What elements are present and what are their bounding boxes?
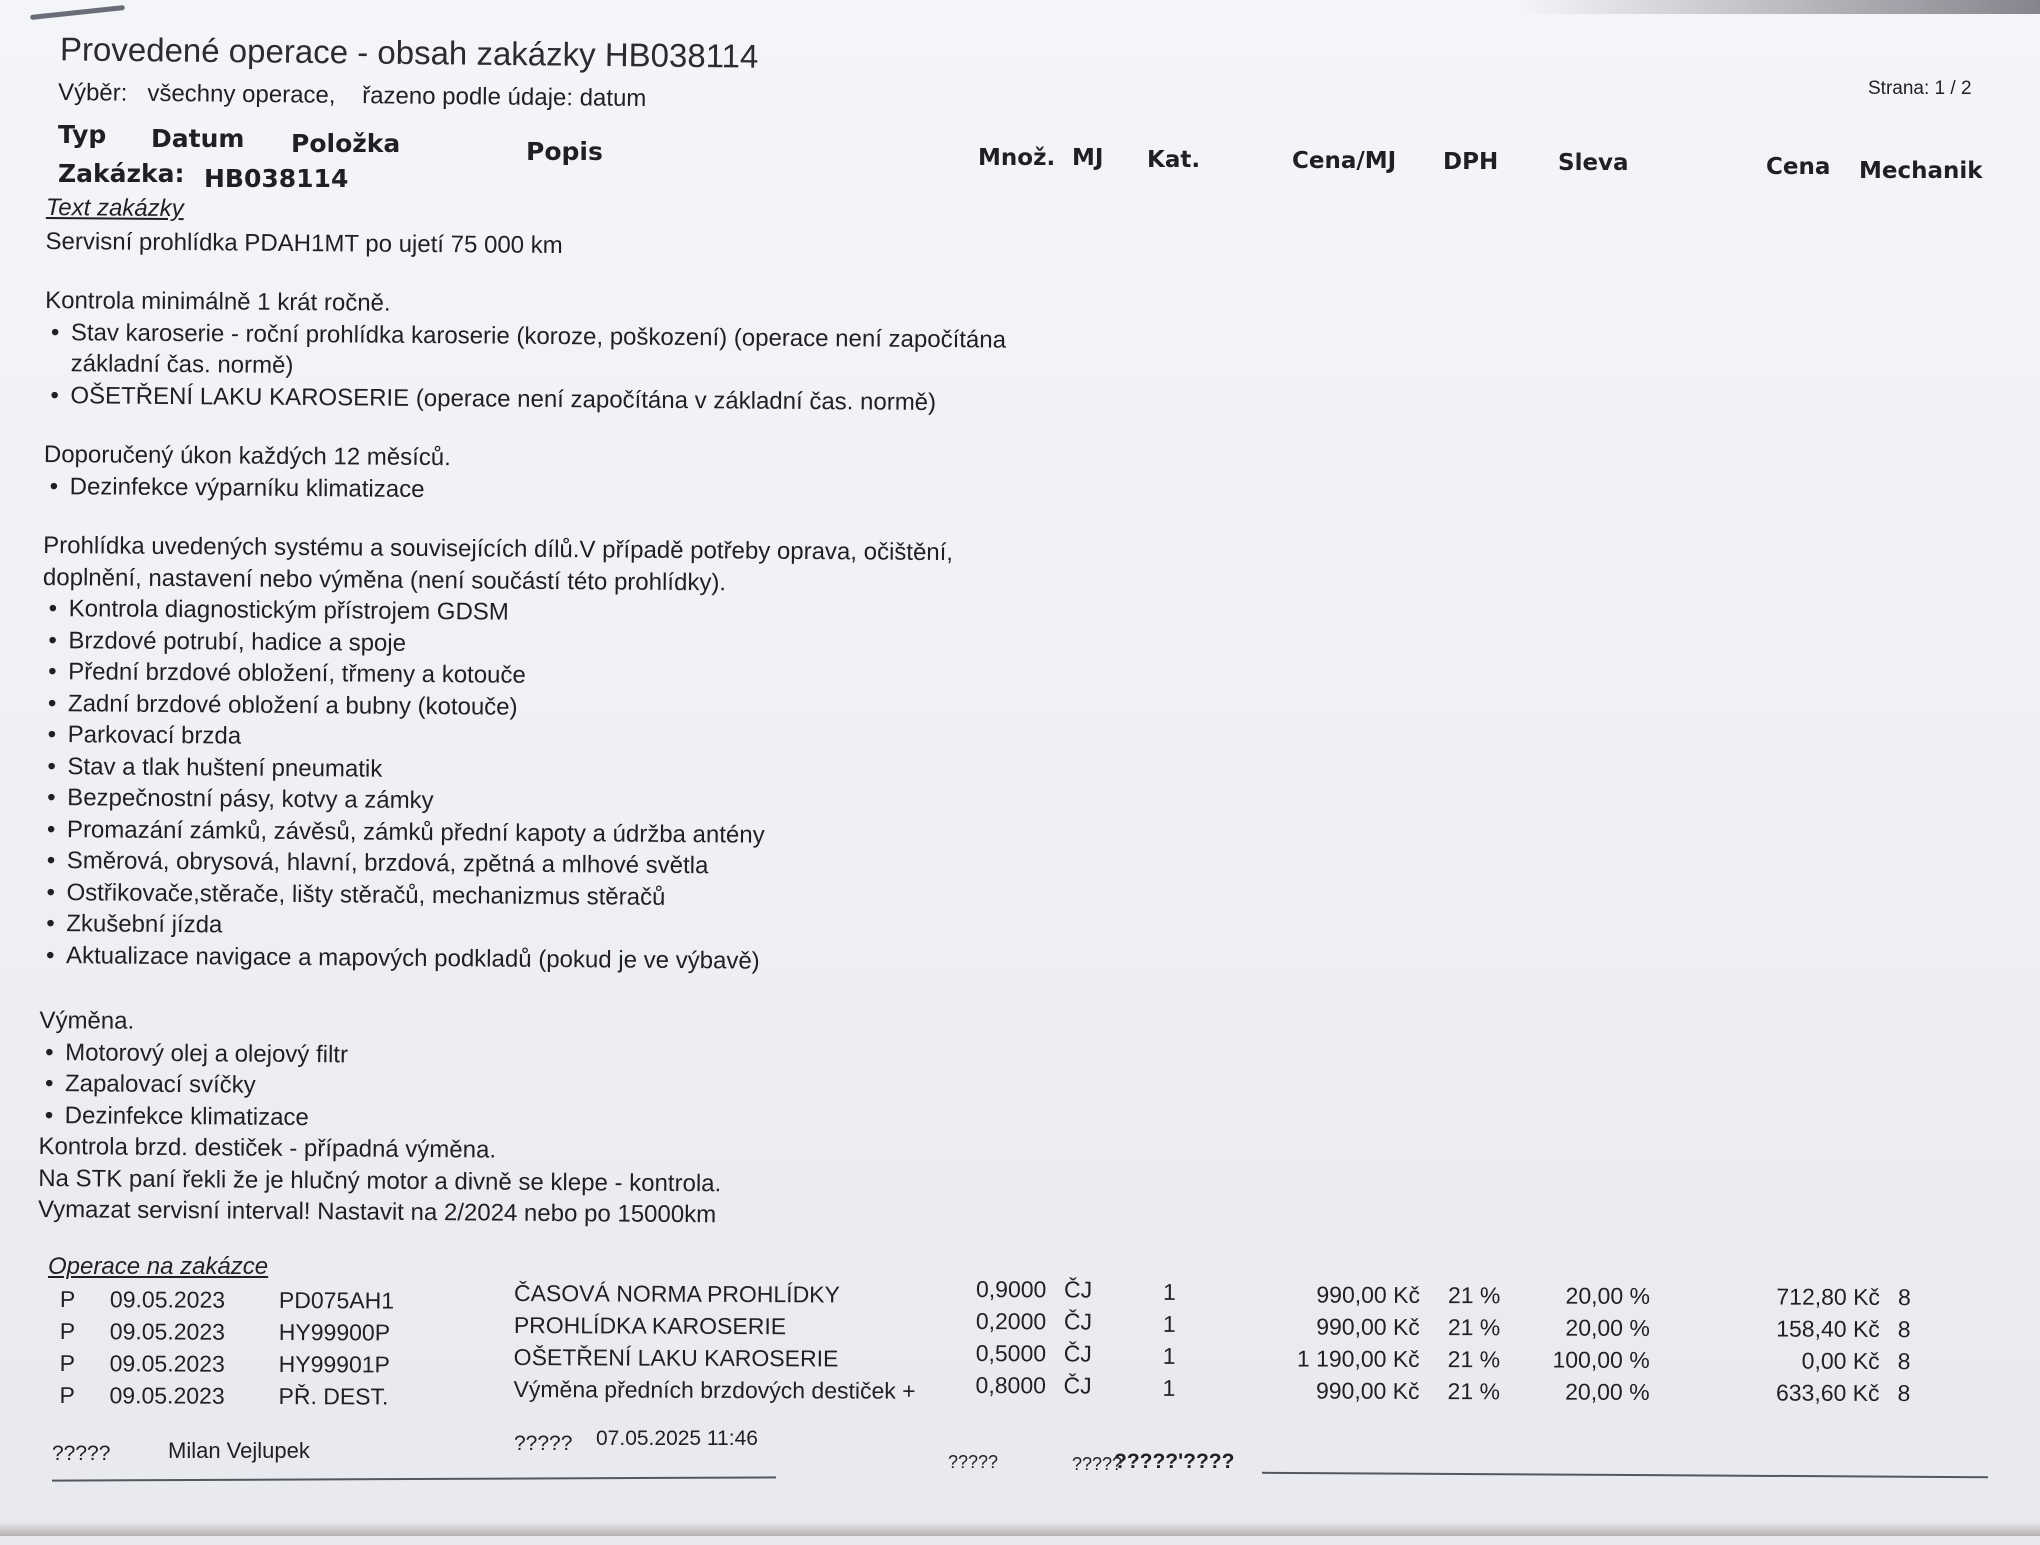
note-line: Na STK paní řekli že je hlučný motor a divně se klepe - kontrola. [38, 1164, 722, 1197]
cell-sleva: 20,00 % [1565, 1378, 1650, 1405]
list-item: • Stav karoserie - roční prohlídka karoserie (koroze, poškození) (operace není započítána základní čas. normě) [45, 316, 1071, 387]
list-item: • Přední brzdové obložení, třmeny a kotouče [42, 656, 1068, 696]
list-item: • Stav a tlak huštení pneumatik [41, 750, 1067, 790]
cell-mechanik: 8 [1897, 1284, 1911, 1311]
order-intro: Servisní prohlídka PDAH1MT po ujetí 75 000 km [45, 227, 563, 259]
selection-value: všechny operace, [147, 79, 336, 109]
col-polozka: Položka [291, 129, 401, 158]
cell-popis: Výměna předních brzdových destiček + [513, 1376, 916, 1404]
footer-datetime: 07.05.2025 11:46 [596, 1427, 758, 1450]
sort-text: řazeno podle údaje: datum [362, 82, 647, 113]
operations-heading: Operace na zakázce [48, 1253, 269, 1280]
cell-mechanik: 8 [1897, 1316, 1911, 1343]
cell-datum: 09.05.2023 [109, 1350, 225, 1377]
cell-mj: ČJ [1063, 1340, 1092, 1367]
block1-title: Kontrola minimálně 1 krát ročně. [45, 286, 391, 317]
selection-label: Výběr: [57, 78, 128, 107]
cell-mnoz: 0,9000 [975, 1276, 1047, 1303]
list-item: • Promazání zámků, závěsů, zámků přední kapoty a údržba antény [41, 813, 1067, 853]
list-item: • Ostřikovače,stěrače, lišty stěračů, mechanizmus stěračů [40, 876, 1066, 916]
cell-sleva: 100,00 % [1552, 1346, 1650, 1373]
cell-cena: 0,00 Kč [1801, 1347, 1880, 1374]
order-text-heading: Text zakázky [45, 193, 184, 223]
cell-kat: 1 [1162, 1342, 1176, 1369]
col-kat: Kat. [1147, 147, 1201, 173]
cell-dph: 21 % [1447, 1346, 1501, 1373]
list-item: • Směrová, obrysová, hlavní, brzdová, zpětná a mlhové světla [41, 845, 1067, 885]
footer-label-4: ????? [1072, 1454, 1123, 1474]
cell-kat: 1 [1162, 1278, 1176, 1305]
block4-title: Výměna. [39, 1006, 135, 1035]
cell-mj: ČJ [1063, 1372, 1092, 1399]
cell-datum: 09.05.2023 [109, 1318, 226, 1345]
col-mechanik: Mechanik [1859, 158, 1983, 184]
cell-sleva: 20,00 % [1565, 1282, 1651, 1309]
cell-cena: 712,80 Kč [1776, 1283, 1881, 1310]
cell-polozka: PŘ. DEST. [278, 1382, 389, 1410]
cell-mechanik: 8 [1897, 1348, 1911, 1375]
cell-mj: ČJ [1063, 1308, 1093, 1335]
list-item: • Dezinfekce klimatizace [39, 1099, 1065, 1139]
cell-typ: P [59, 1318, 76, 1345]
cell-popis: OŠETŘENÍ LAKU KAROSERIE [513, 1344, 839, 1372]
footer-label-1: ????? [52, 1442, 111, 1465]
list-item: • Zkušební jízda [40, 908, 1066, 948]
cell-dph: 21 % [1447, 1314, 1501, 1341]
col-typ: Typ [58, 120, 107, 149]
cell-dph: 21 % [1447, 1282, 1501, 1309]
col-popis: Popis [526, 137, 603, 166]
footer-label-5: ?????'???? [1114, 1450, 1235, 1473]
cell-polozka: HY99901P [278, 1350, 390, 1378]
order-number: HB038114 [204, 164, 349, 193]
block2-title: Doporučený úkon každých 12 měsíců. [43, 440, 451, 472]
block3-title-line1: Prohlídka uvedených systému a souvisejících dílů.V případě potřeby oprava, očištění, [43, 531, 954, 567]
cell-mnoz: 0,2000 [975, 1308, 1047, 1335]
footer-label-2: ????? [514, 1432, 573, 1455]
cell-mnoz: 0,5000 [975, 1340, 1047, 1367]
list-item: • OŠETŘENÍ LAKU KAROSERIE (operace není započítána v základní čas. normě) [44, 379, 1070, 419]
cell-kat: 1 [1162, 1374, 1176, 1401]
footer-label-3: ????? [948, 1452, 999, 1472]
col-cena: Cena [1766, 154, 1831, 180]
block3-title-line2: doplnění, nastavení nebo výměna (není součástí této prohlídky). [42, 563, 727, 596]
cell-polozka: HY99900P [278, 1318, 391, 1346]
list-item: • Motorový olej a olejový filtr [39, 1036, 1065, 1076]
note-line: Vymazat servisní interval! Nastavit na 2/2024 nebo po 15000km [37, 1195, 717, 1229]
col-mnoz: Množ. [978, 145, 1056, 171]
cell-typ: P [59, 1350, 76, 1377]
cell-sleva: 20,00 % [1565, 1314, 1650, 1341]
cell-cena-mj: 1 190,00 Kč [1296, 1345, 1420, 1372]
cell-cena: 633,60 Kč [1775, 1379, 1880, 1406]
cell-polozka: PD075AH1 [278, 1286, 395, 1314]
cell-mj: ČJ [1063, 1276, 1093, 1303]
cell-typ: P [59, 1286, 76, 1313]
cell-cena-mj: 990,00 Kč [1316, 1281, 1421, 1308]
list-item: • Aktualizace navigace a mapových podkladů (pokud je ve výbavě) [40, 939, 1066, 979]
cell-cena-mj: 990,00 Kč [1315, 1377, 1420, 1404]
col-datum: Datum [151, 124, 245, 153]
document-title: Provedené operace - obsah zakázky HB038114 [59, 30, 759, 75]
list-item: • Zadní brzdové obložení a bubny (kotouče) [42, 687, 1068, 727]
col-dph: DPH [1443, 149, 1499, 175]
cell-mechanik: 8 [1897, 1380, 1911, 1407]
list-item: • Dezinfekce výparníku klimatizace [44, 470, 1070, 510]
cell-kat: 1 [1162, 1310, 1176, 1337]
cell-dph: 21 % [1447, 1378, 1501, 1405]
cell-cena-mj: 990,00 Kč [1316, 1313, 1420, 1340]
col-mj: MJ [1072, 145, 1104, 171]
list-item: • Bezpečnostní pásy, kotvy a zámky [41, 782, 1067, 822]
note-line: Kontrola brzd. destiček - případná výměna. [38, 1132, 497, 1164]
cell-mnoz: 0,8000 [975, 1372, 1047, 1399]
list-item: • Brzdové potrubí, hadice a spoje [42, 624, 1068, 664]
list-item: • Zapalovací svíčky [39, 1068, 1065, 1108]
cell-popis: ČASOVÁ NORMA PROHLÍDKY [513, 1280, 840, 1308]
col-cena-mj: Cena/MJ [1292, 148, 1397, 174]
cell-typ: P [59, 1382, 75, 1409]
order-label: Zakázka: [58, 159, 185, 188]
cell-datum: 09.05.2023 [109, 1382, 225, 1409]
cell-popis: PROHLÍDKA KAROSERIE [513, 1312, 787, 1340]
col-sleva: Sleva [1558, 150, 1629, 176]
cell-datum: 09.05.2023 [109, 1286, 226, 1313]
list-item: • Parkovací brzda [42, 719, 1068, 759]
cell-cena: 158,40 Kč [1776, 1315, 1880, 1342]
footer-person: Milan Vejlupek [168, 1438, 310, 1463]
page-number: Strana: 1 / 2 [1868, 78, 1972, 99]
list-item: • Kontrola diagnostickým přístrojem GDSM [43, 593, 1069, 633]
